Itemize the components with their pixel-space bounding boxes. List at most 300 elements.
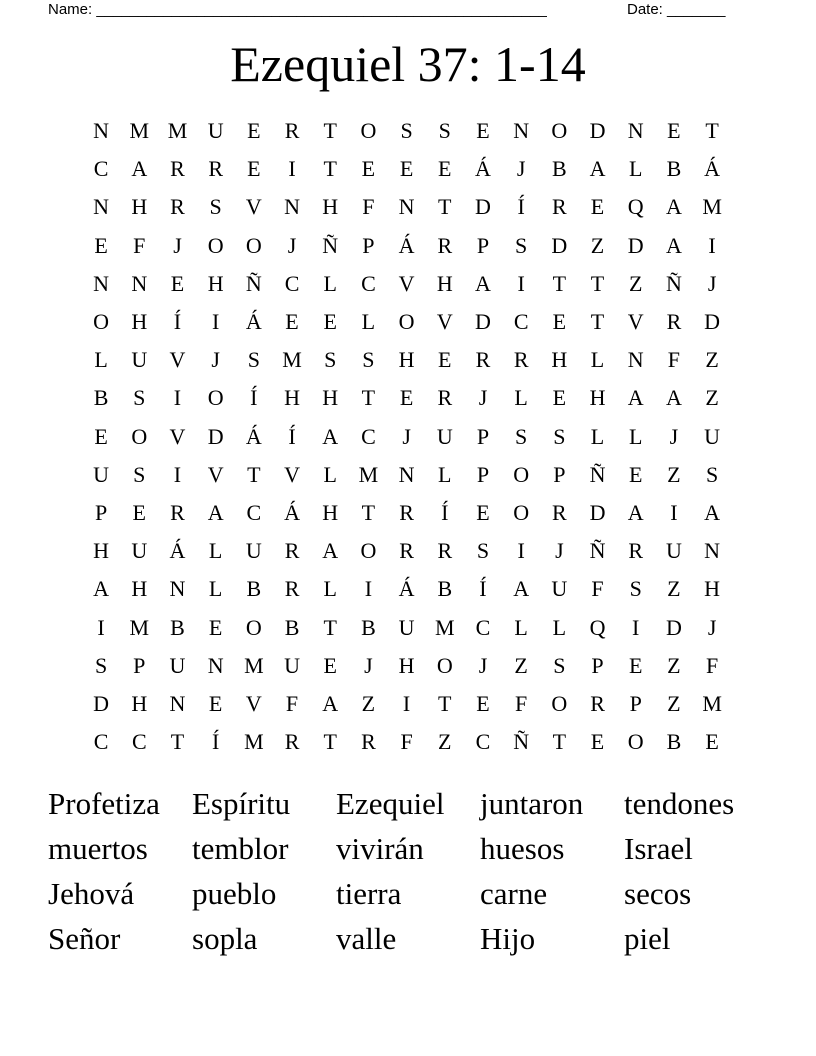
grid-letter[interactable]: C [361, 270, 376, 296]
grid-letter[interactable]: U [207, 118, 224, 144]
grid-letter[interactable]: Á [398, 576, 415, 602]
grid-letter[interactable]: O [93, 309, 110, 335]
grid-letter[interactable]: J [707, 270, 717, 296]
grid-letter[interactable]: E [323, 309, 337, 335]
grid-letter[interactable]: Ñ [665, 270, 682, 296]
grid-letter[interactable]: H [131, 309, 148, 335]
grid-letter[interactable]: E [476, 118, 490, 144]
grid-letter[interactable]: M [702, 194, 722, 220]
grid-letter[interactable]: E [285, 309, 299, 335]
grid-letter[interactable]: Z [590, 232, 605, 258]
grid-letter[interactable]: M [129, 118, 150, 144]
grid-letter[interactable]: C [284, 270, 300, 296]
search-word: juntaron [480, 786, 584, 821]
grid-letter[interactable]: R [284, 118, 300, 144]
grid-letter[interactable]: D [475, 309, 491, 335]
grid-letter[interactable]: P [476, 461, 490, 487]
grid-letter[interactable]: E [132, 499, 146, 525]
grid-letter[interactable]: Z [667, 461, 681, 487]
grid-letter[interactable]: B [93, 385, 109, 411]
grid-letter[interactable]: O [513, 461, 530, 487]
grid-letter[interactable]: T [438, 690, 452, 716]
grid-letter[interactable]: Á [398, 232, 415, 258]
grid-letter[interactable]: R [399, 499, 414, 525]
grid-letter[interactable]: R [170, 499, 185, 525]
grid-letter[interactable]: E [170, 270, 185, 296]
grid-letter[interactable]: O [245, 232, 262, 258]
grid-letter[interactable]: T [552, 729, 567, 755]
grid-letter[interactable]: S [438, 118, 451, 144]
grid-letter[interactable]: S [629, 576, 642, 602]
search-word: muertos [48, 831, 148, 866]
grid-letter[interactable]: Á [169, 538, 186, 564]
grid-letter[interactable]: L [323, 576, 337, 602]
grid-letter[interactable]: H [284, 385, 300, 411]
grid-letter[interactable]: S [247, 347, 260, 373]
grid-letter[interactable]: R [437, 538, 453, 564]
grid-letter[interactable]: R [361, 729, 376, 755]
grid-letter[interactable]: S [705, 461, 719, 487]
grid-letter[interactable]: I [517, 270, 525, 296]
grid-letter[interactable]: E [247, 118, 261, 144]
grid-letter[interactable]: Ñ [322, 232, 339, 258]
grid-letter[interactable]: C [475, 614, 491, 640]
grid-letter[interactable]: E [399, 156, 414, 182]
grid-letter[interactable]: A [322, 690, 339, 716]
grid-letter[interactable]: D [589, 499, 606, 525]
grid-letter[interactable]: E [399, 385, 414, 411]
word-row [48, 916, 778, 961]
grid-letter[interactable]: A [131, 156, 148, 182]
grid-letter[interactable]: C [93, 156, 109, 182]
grid-letter[interactable]: S [400, 118, 413, 144]
grid-letter[interactable]: R [437, 232, 453, 258]
grid-letter[interactable]: C [131, 729, 147, 755]
grid-letter[interactable]: H [322, 385, 339, 411]
grid-letter[interactable]: B [666, 156, 682, 182]
grid-letter[interactable]: E [552, 385, 567, 411]
grid-letter[interactable]: C [361, 423, 376, 449]
grid-letter[interactable]: D [475, 194, 491, 220]
grid-letter[interactable]: P [553, 461, 566, 487]
grid-letter[interactable]: Ñ [589, 538, 606, 564]
grid-letter[interactable]: A [513, 576, 530, 602]
grid-letter[interactable]: S [515, 423, 528, 449]
grid-letter[interactable]: A [93, 576, 110, 602]
letter-grid [82, 112, 732, 761]
grid-letter[interactable]: R [437, 385, 453, 411]
grid-letter[interactable]: L [208, 576, 223, 602]
grid-letter[interactable]: E [552, 309, 567, 335]
grid-letter[interactable]: R [590, 690, 605, 716]
grid-letter[interactable]: D [93, 690, 110, 716]
grid-letter[interactable]: H [398, 652, 415, 678]
grid-letter[interactable]: L [514, 385, 528, 411]
grid-letter[interactable]: U [169, 652, 186, 678]
grid-letter[interactable]: N [93, 194, 110, 220]
grid-letter[interactable]: E [628, 461, 643, 487]
grid-letter[interactable]: I [670, 499, 678, 525]
grid-letter[interactable]: R [475, 347, 491, 373]
grid-letter[interactable]: R [284, 576, 300, 602]
grid-letter[interactable]: T [247, 461, 261, 487]
grid-letter[interactable]: V [207, 461, 224, 487]
grid-letter[interactable]: Z [705, 347, 719, 373]
grid-letter[interactable]: H [93, 538, 110, 564]
grid-letter[interactable]: I [211, 309, 220, 335]
grid-letter[interactable]: D [704, 309, 721, 335]
grid-letter[interactable]: N [93, 118, 110, 144]
grid-letter[interactable]: U [284, 652, 300, 678]
grid-letter[interactable]: I [173, 461, 182, 487]
grid-letter[interactable]: H [131, 690, 148, 716]
grid-letter[interactable]: O [207, 385, 224, 411]
grid-letter[interactable]: R [170, 194, 185, 220]
grid-letter[interactable]: R [208, 156, 223, 182]
search-word: huesos [480, 831, 565, 866]
grid-letter[interactable]: E [323, 652, 337, 678]
grid-letter[interactable]: I [708, 232, 716, 258]
grid-letter[interactable]: R [666, 309, 682, 335]
grid-letter[interactable]: N [704, 538, 721, 564]
grid-letter[interactable]: E [438, 347, 452, 373]
grid-letter[interactable]: E [705, 729, 719, 755]
grid-letter[interactable]: M [702, 690, 722, 716]
grid-letter[interactable]: E [94, 232, 108, 258]
grid-letter[interactable]: V [284, 461, 300, 487]
grid-letter[interactable]: N [398, 194, 415, 220]
grid-letter[interactable]: H [322, 499, 339, 525]
grid-letter[interactable]: F [400, 729, 413, 755]
grid-letter[interactable]: O [551, 690, 568, 716]
grid-letter[interactable]: U [93, 461, 110, 487]
grid-letter[interactable]: O [551, 118, 568, 144]
grid-letter[interactable]: Í [288, 423, 296, 449]
grid-letter[interactable]: J [211, 347, 220, 373]
grid-letter[interactable]: F [705, 652, 719, 678]
grid-letter[interactable]: N [398, 461, 415, 487]
grid-letter[interactable]: L [361, 309, 376, 335]
grid-letter[interactable]: T [361, 385, 376, 411]
grid-letter[interactable]: A [322, 423, 339, 449]
grid-letter[interactable]: E [476, 690, 490, 716]
grid-letter[interactable]: L [590, 423, 605, 449]
grid-letter[interactable]: S [553, 652, 566, 678]
grid-letter[interactable]: U [551, 576, 568, 602]
grid-letter[interactable]: Á [475, 156, 491, 182]
grid-letter[interactable]: O [627, 729, 644, 755]
grid-letter[interactable]: L [323, 461, 337, 487]
grid-letter[interactable]: D [589, 118, 606, 144]
grid-letter[interactable]: N [169, 690, 186, 716]
grid-letter[interactable]: S [324, 347, 337, 373]
grid-letter[interactable]: I [173, 385, 182, 411]
grid-letter[interactable]: U [131, 347, 148, 373]
search-word: tendones [624, 786, 735, 821]
grid-letter[interactable]: H [589, 385, 606, 411]
grid-letter[interactable]: S [476, 538, 490, 564]
grid-letter[interactable]: O [513, 499, 530, 525]
grid-letter[interactable]: P [94, 499, 108, 525]
grid-letter[interactable]: N [284, 194, 300, 220]
grid-letter[interactable]: V [169, 423, 186, 449]
grid-letter[interactable]: L [514, 614, 528, 640]
grid-letter[interactable]: U [245, 538, 262, 564]
grid-letter[interactable]: J [478, 385, 488, 411]
grid-letter[interactable]: L [94, 347, 108, 373]
grid-letter[interactable]: S [553, 423, 566, 449]
grid-letter[interactable]: H [398, 347, 415, 373]
grid-letter[interactable]: L [552, 614, 567, 640]
grid-letter[interactable]: B [246, 576, 262, 602]
grid-letter[interactable]: Z [438, 729, 452, 755]
grid-letter[interactable]: J [669, 423, 679, 449]
grid-letter[interactable]: U [704, 423, 721, 449]
grid-letter[interactable]: E [590, 729, 605, 755]
grid-letter[interactable]: T [361, 499, 376, 525]
grid-letter[interactable]: V [169, 347, 186, 373]
grid-letter[interactable]: Á [245, 423, 262, 449]
grid-letter[interactable]: T [438, 194, 452, 220]
grid-letter[interactable]: M [129, 614, 150, 640]
grid-letter[interactable]: I [364, 576, 373, 602]
grid-letter[interactable]: Í [211, 729, 220, 755]
grid-letter[interactable]: Z [705, 385, 719, 411]
grid-letter[interactable]: A [589, 156, 606, 182]
grid-letter[interactable]: R [552, 499, 567, 525]
grid-letter[interactable]: J [555, 538, 564, 564]
grid-letter[interactable]: R [513, 347, 529, 373]
grid-letter[interactable]: B [170, 614, 185, 640]
word-list [48, 781, 778, 961]
grid-letter[interactable]: H [207, 270, 224, 296]
grid-letter[interactable]: P [133, 652, 146, 678]
grid-letter[interactable]: T [323, 614, 337, 640]
grid-letter[interactable]: A [627, 499, 644, 525]
grid-letter[interactable]: I [97, 614, 105, 640]
grid-letter[interactable]: E [476, 499, 490, 525]
grid-letter[interactable]: S [94, 652, 108, 678]
grid-letter[interactable]: P [591, 652, 604, 678]
grid-letter[interactable]: S [362, 347, 375, 373]
grid-letter[interactable]: L [628, 156, 643, 182]
grid-letter[interactable]: F [362, 194, 375, 220]
grid-letter[interactable]: H [436, 270, 453, 296]
grid-letter[interactable]: V [245, 690, 262, 716]
grid-letter[interactable]: J [287, 232, 297, 258]
grid-letter[interactable]: Ñ [245, 270, 262, 296]
grid-letter[interactable]: Á [245, 309, 262, 335]
grid-letter[interactable]: E [438, 156, 452, 182]
grid-letter[interactable]: B [552, 156, 567, 182]
grid-letter[interactable]: I [402, 690, 411, 716]
grid-letter[interactable]: B [437, 576, 453, 602]
grid-letter[interactable]: F [591, 576, 604, 602]
grid-letter[interactable]: T [552, 270, 567, 296]
grid-letter[interactable]: O [207, 232, 224, 258]
grid-letter[interactable]: Q [589, 614, 606, 640]
grid-letter[interactable]: S [133, 461, 146, 487]
grid-letter[interactable]: E [590, 194, 605, 220]
grid-letter[interactable]: O [360, 118, 377, 144]
grid-letter[interactable]: E [94, 423, 108, 449]
grid-letter[interactable]: C [475, 729, 491, 755]
grid-letter[interactable]: O [245, 614, 262, 640]
grid-letter[interactable]: E [208, 614, 223, 640]
grid-letter[interactable]: U [436, 423, 453, 449]
grid-letter[interactable]: N [169, 576, 186, 602]
grid-letter[interactable]: I [517, 538, 525, 564]
grid-letter[interactable]: R [628, 538, 644, 564]
grid-letter[interactable]: N [93, 270, 110, 296]
grid-letter[interactable]: M [167, 118, 188, 144]
grid-letter[interactable]: Z [667, 690, 681, 716]
grid-letter[interactable]: J [173, 232, 182, 258]
grid-letter[interactable]: J [402, 423, 411, 449]
grid-letter[interactable]: Á [704, 156, 721, 182]
grid-letter[interactable]: N [627, 347, 644, 373]
grid-letter[interactable]: Z [514, 652, 528, 678]
grid-letter[interactable]: A [704, 499, 721, 525]
grid-letter[interactable]: A [322, 538, 339, 564]
grid-letter[interactable]: Í [441, 499, 449, 525]
grid-letter[interactable]: V [398, 270, 415, 296]
grid-letter[interactable]: B [284, 614, 300, 640]
grid-letter[interactable]: F [133, 232, 146, 258]
grid-letter[interactable]: P [476, 232, 490, 258]
grid-letter[interactable]: T [590, 270, 605, 296]
grid-letter[interactable]: P [362, 232, 375, 258]
grid-letter[interactable]: C [513, 309, 529, 335]
grid-letter[interactable]: O [131, 423, 148, 449]
grid-letter[interactable]: Z [667, 652, 681, 678]
grid-letter[interactable]: F [515, 690, 528, 716]
grid-letter[interactable]: S [209, 194, 222, 220]
grid-letter[interactable]: H [551, 347, 568, 373]
grid-letter[interactable]: A [627, 385, 644, 411]
grid-letter[interactable]: A [207, 499, 224, 525]
grid-letter[interactable]: U [131, 538, 148, 564]
grid-letter[interactable]: Á [284, 499, 300, 525]
grid-letter[interactable]: A [475, 270, 491, 296]
grid-letter[interactable]: O [360, 538, 377, 564]
grid-letter[interactable]: E [247, 156, 261, 182]
grid-letter[interactable]: P [476, 423, 490, 449]
grid-letter[interactable]: S [133, 385, 146, 411]
grid-letter[interactable]: V [627, 309, 644, 335]
grid-letter[interactable]: R [552, 194, 567, 220]
grid-letter[interactable]: Z [628, 270, 643, 296]
grid-letter[interactable]: M [244, 652, 264, 678]
grid-letter[interactable]: Í [479, 576, 487, 602]
grid-letter[interactable]: H [131, 576, 148, 602]
grid-letter[interactable]: E [667, 118, 681, 144]
grid-letter[interactable]: B [666, 729, 682, 755]
grid-letter[interactable]: D [665, 614, 682, 640]
grid-letter[interactable]: Z [361, 690, 376, 716]
grid-letter[interactable]: Ñ [589, 461, 606, 487]
grid-letter[interactable]: D [551, 232, 568, 258]
grid-letter[interactable]: T [323, 118, 337, 144]
grid-letter[interactable]: I [632, 614, 640, 640]
grid-letter[interactable]: T [170, 729, 185, 755]
grid-letter[interactable]: Q [627, 194, 644, 220]
grid-letter[interactable]: A [665, 194, 682, 220]
worksheet-header [48, 0, 748, 20]
grid-letter[interactable]: L [208, 538, 223, 564]
grid-letter[interactable]: Z [667, 576, 681, 602]
grid-letter[interactable]: C [93, 729, 109, 755]
grid-letter[interactable]: E [361, 156, 376, 182]
grid-letter[interactable]: Í [250, 385, 258, 411]
grid-letter[interactable]: R [284, 538, 300, 564]
grid-letter[interactable]: D [627, 232, 644, 258]
grid-row [82, 723, 732, 761]
grid-letter[interactable]: T [323, 156, 337, 182]
grid-letter[interactable]: H [322, 194, 339, 220]
grid-letter[interactable]: O [436, 652, 453, 678]
grid-letter[interactable]: T [705, 118, 719, 144]
grid-letter[interactable]: U [398, 614, 415, 640]
grid-letter[interactable]: B [361, 614, 376, 640]
grid-letter[interactable]: S [515, 232, 528, 258]
grid-letter[interactable]: O [398, 309, 415, 335]
grid-letter[interactable]: V [436, 309, 453, 335]
grid-letter[interactable]: M [244, 729, 264, 755]
grid-letter[interactable]: V [245, 194, 262, 220]
grid-letter[interactable]: H [704, 576, 721, 602]
grid-letter[interactable]: J [516, 156, 526, 182]
search-word: Espíritu [192, 786, 291, 821]
grid-letter[interactable]: E [208, 690, 223, 716]
grid-letter[interactable]: L [323, 270, 337, 296]
grid-letter[interactable]: M [435, 614, 455, 640]
grid-letter[interactable]: R [399, 538, 414, 564]
grid-letter[interactable]: Í [173, 309, 182, 335]
grid-letter[interactable]: R [284, 729, 300, 755]
grid-letter[interactable]: L [590, 347, 605, 373]
grid-letter[interactable]: U [665, 538, 682, 564]
grid-letter[interactable]: T [323, 729, 337, 755]
grid-letter[interactable]: Ñ [513, 729, 530, 755]
grid-letter[interactable]: J [478, 652, 488, 678]
grid-letter[interactable]: R [170, 156, 185, 182]
grid-letter[interactable]: E [628, 652, 643, 678]
grid-letter[interactable]: D [207, 423, 224, 449]
grid-letter[interactable]: M [282, 347, 302, 373]
grid-letter[interactable]: N [207, 652, 224, 678]
grid-letter[interactable]: I [288, 156, 296, 182]
date-field-label: Date: _______ [627, 1, 726, 18]
grid-letter[interactable]: Í [517, 194, 525, 220]
grid-letter[interactable]: L [438, 461, 452, 487]
grid-letter[interactable]: P [629, 690, 642, 716]
grid-letter[interactable]: N [131, 270, 148, 296]
grid-letter[interactable]: F [667, 347, 681, 373]
grid-letter[interactable]: J [364, 652, 373, 678]
grid-letter[interactable]: J [707, 614, 717, 640]
grid-letter[interactable]: M [358, 461, 379, 487]
grid-letter[interactable]: T [590, 309, 605, 335]
grid-letter[interactable]: N [627, 118, 644, 144]
grid-letter[interactable]: N [513, 118, 530, 144]
grid-letter[interactable]: A [665, 385, 682, 411]
grid-letter[interactable]: A [665, 232, 682, 258]
grid-letter[interactable]: C [246, 499, 262, 525]
grid-letter[interactable]: L [628, 423, 643, 449]
grid-letter[interactable]: H [131, 194, 148, 220]
grid-letter[interactable]: F [285, 690, 299, 716]
